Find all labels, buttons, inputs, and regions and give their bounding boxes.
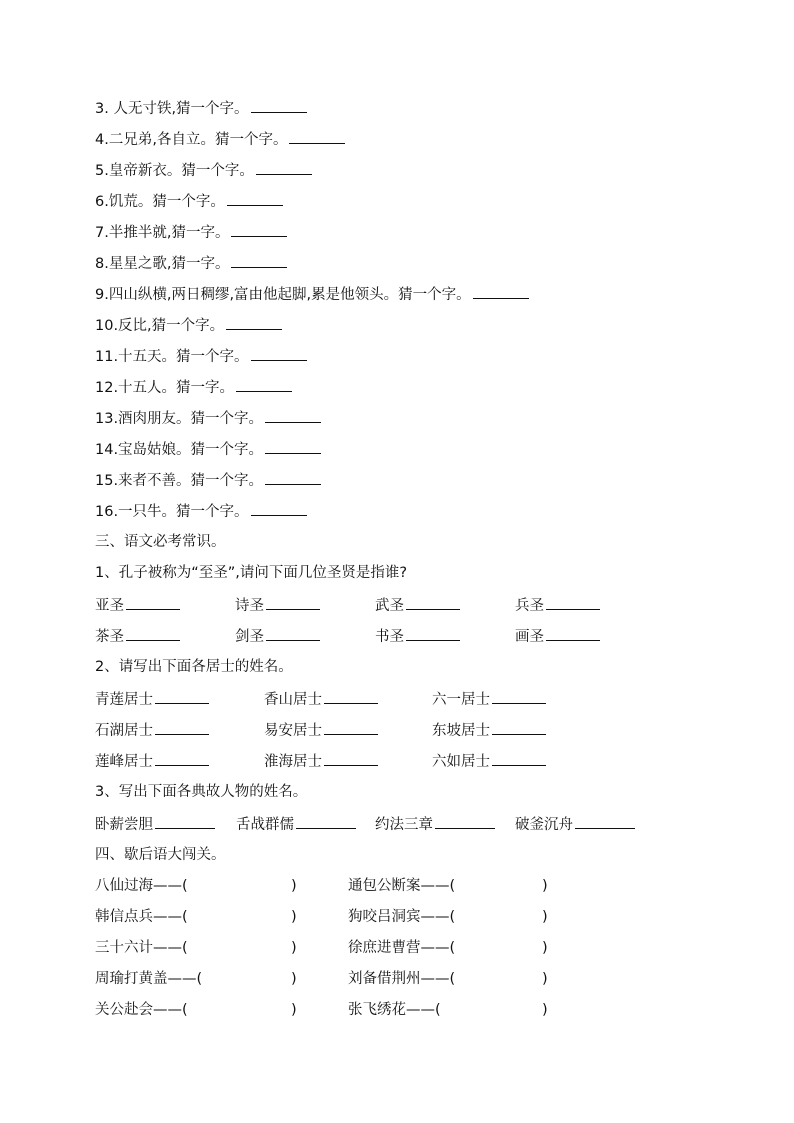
answer-blank[interactable] (406, 595, 460, 610)
fill-item-label: 六如居士 (432, 754, 490, 770)
open-paren: ——( (153, 878, 188, 894)
close-paren: ) (542, 971, 548, 987)
xiehouyu-item (95, 907, 188, 927)
riddle-item (95, 129, 345, 149)
xiehouyu-item (95, 876, 188, 896)
q1-prompt: 1、孔子被称为“至圣”,请问下面几位圣贤是指谁? (95, 565, 408, 581)
fill-item-label: 茶圣 (95, 629, 124, 645)
riddle-item (95, 377, 292, 397)
answer-blank[interactable] (546, 626, 600, 641)
fill-item-label: 画圣 (515, 629, 544, 645)
answer-blank[interactable] (231, 222, 287, 237)
fill-item-label: 东坡居士 (432, 723, 490, 739)
answer-blank[interactable] (435, 814, 495, 829)
close-paren: ) (542, 1002, 548, 1018)
answer-blank[interactable] (324, 751, 378, 766)
fill-item (95, 751, 209, 771)
fill-item-label: 青莲居士 (95, 692, 153, 708)
fill-item (95, 689, 209, 709)
riddle-text: 12.十五人。猜一字。 (95, 380, 235, 396)
fill-item (375, 626, 460, 646)
riddle-item (95, 439, 321, 459)
q2-prompt: 2、请写出下面各居士的姓名。 (95, 659, 293, 675)
riddle-text: 5.皇帝新衣。猜一个字。 (95, 163, 254, 179)
riddle-text: 14.宝岛姑娘。猜一个字。 (95, 442, 264, 458)
close-paren: ) (291, 909, 297, 925)
xiehouyu-item (348, 969, 455, 989)
riddle-item (95, 160, 312, 180)
riddle-item (95, 501, 307, 521)
open-paren: ——( (420, 909, 456, 925)
fill-item (264, 751, 378, 771)
riddle-text: 10.反比,猜一个字。 (95, 318, 225, 334)
xiehouyu-item (95, 1000, 188, 1020)
fill-item (95, 626, 180, 646)
answer-blank[interactable] (231, 253, 287, 268)
xiehouyu-item (348, 1000, 441, 1020)
xiehouyu-text: 徐庶进曹营 (348, 940, 421, 956)
answer-blank[interactable] (256, 160, 312, 175)
open-paren: ——( (406, 1002, 441, 1018)
fill-item (432, 689, 546, 709)
open-paren: ——( (420, 940, 456, 956)
riddle-item (95, 284, 529, 304)
open-paren: ——( (167, 971, 203, 987)
riddle-text: 15.来者不善。猜一个字。 (95, 473, 264, 489)
fill-item-label: 约法三章 (375, 817, 433, 833)
answer-blank[interactable] (155, 689, 209, 704)
fill-item (95, 814, 215, 834)
answer-blank[interactable] (227, 191, 283, 206)
fill-item (236, 814, 356, 834)
answer-blank[interactable] (226, 315, 282, 330)
fill-item-label: 亚圣 (95, 598, 124, 614)
answer-blank[interactable] (406, 626, 460, 641)
riddle-item (95, 253, 287, 273)
fill-item (95, 595, 180, 615)
fill-item (375, 814, 495, 834)
xiehouyu-text: 关公赴会 (95, 1002, 153, 1018)
fill-item-label: 石湖居士 (95, 723, 153, 739)
answer-blank[interactable] (266, 626, 320, 641)
fill-item-label: 诗圣 (235, 598, 264, 614)
fill-item (432, 720, 546, 740)
fill-item (235, 626, 320, 646)
fill-item (432, 751, 546, 771)
riddle-item (95, 408, 321, 428)
answer-blank[interactable] (126, 626, 180, 641)
answer-blank[interactable] (492, 751, 546, 766)
xiehouyu-text: 韩信点兵 (95, 909, 153, 925)
open-paren: ——( (153, 909, 188, 925)
fill-item (515, 595, 600, 615)
q3-prompt: 3、写出下面各典故人物的姓名。 (95, 784, 308, 800)
xiehouyu-text: 三十六计 (95, 940, 153, 956)
close-paren: ) (542, 878, 548, 894)
riddle-text: 4.二兄弟,各自立。猜一个字。 (95, 132, 288, 148)
section3-heading: 三、语文必考常识。 (95, 534, 226, 550)
answer-blank[interactable] (155, 751, 209, 766)
open-paren: ——( (420, 971, 456, 987)
fill-item-label: 卧薪尝胆 (95, 817, 153, 833)
answer-blank[interactable] (289, 129, 345, 144)
riddle-text: 11.十五天。猜一个字。 (95, 349, 249, 365)
fill-item-label: 六一居士 (432, 692, 490, 708)
xiehouyu-item (348, 907, 455, 927)
riddle-text: 9.四山纵横,两日稠缪,富由他起脚,累是他领头。猜一个字。 (95, 287, 471, 303)
riddle-item (95, 315, 282, 335)
answer-blank[interactable] (324, 689, 378, 704)
fill-item-label: 易安居士 (264, 723, 322, 739)
fill-item-label: 香山居士 (264, 692, 322, 708)
xiehouyu-item (95, 938, 188, 958)
fill-item (515, 814, 635, 834)
fill-item-label: 淮海居士 (264, 754, 322, 770)
answer-blank[interactable] (251, 98, 307, 113)
open-paren: ——( (420, 878, 456, 894)
xiehouyu-item (348, 938, 455, 958)
fill-item-label: 兵圣 (515, 598, 544, 614)
xiehouyu-text: 周瑜打黄盖 (95, 971, 168, 987)
fill-item (235, 595, 320, 615)
xiehouyu-text: 张飞绣花 (348, 1002, 406, 1018)
riddle-item (95, 222, 287, 242)
riddle-text: 16.一只牛。猜一个字。 (95, 504, 249, 520)
answer-blank[interactable] (265, 470, 321, 485)
fill-item-label: 舌战群儒 (236, 817, 294, 833)
fill-item (264, 689, 378, 709)
fill-item (375, 595, 460, 615)
fill-item-label: 剑圣 (235, 629, 264, 645)
answer-blank[interactable] (265, 439, 321, 454)
fill-item-label: 莲峰居士 (95, 754, 153, 770)
fill-item-label: 破釜沉舟 (515, 817, 573, 833)
xiehouyu-item (95, 969, 202, 989)
fill-item-label: 武圣 (375, 598, 404, 614)
xiehouyu-text: 八仙过海 (95, 878, 153, 894)
xiehouyu-item (348, 876, 455, 896)
riddle-text: 6.饥荒。猜一个字。 (95, 194, 225, 210)
close-paren: ) (291, 878, 297, 894)
answer-blank[interactable] (324, 720, 378, 735)
open-paren: ——( (153, 940, 188, 956)
answer-blank[interactable] (251, 501, 307, 516)
answer-blank[interactable] (236, 377, 292, 392)
riddle-text: 3. 人无寸铁,猜一个字。 (95, 101, 249, 117)
answer-blank[interactable] (546, 595, 600, 610)
riddle-item (95, 98, 307, 118)
riddle-item (95, 191, 283, 211)
answer-blank[interactable] (492, 689, 546, 704)
close-paren: ) (291, 1002, 297, 1018)
close-paren: ) (291, 971, 297, 987)
riddle-item (95, 470, 321, 490)
riddle-item (95, 346, 307, 366)
fill-item (264, 720, 378, 740)
answer-blank[interactable] (265, 408, 321, 423)
answer-blank[interactable] (492, 720, 546, 735)
answer-blank[interactable] (155, 814, 215, 829)
answer-blank[interactable] (473, 284, 529, 299)
xiehouyu-text: 狗咬吕洞宾 (348, 909, 421, 925)
riddle-text: 7.半推半就,猜一字。 (95, 225, 230, 241)
fill-item (515, 626, 600, 646)
close-paren: ) (542, 909, 548, 925)
answer-blank[interactable] (575, 814, 635, 829)
fill-item-label: 书圣 (375, 629, 404, 645)
open-paren: ——( (153, 1002, 188, 1018)
fill-item (95, 720, 209, 740)
section4-heading: 四、歇后语大闯关。 (95, 847, 226, 863)
riddle-text: 13.酒肉朋友。猜一个字。 (95, 411, 264, 427)
xiehouyu-text: 刘备借荆州 (348, 971, 421, 987)
answer-blank[interactable] (296, 814, 356, 829)
close-paren: ) (291, 940, 297, 956)
answer-blank[interactable] (126, 595, 180, 610)
riddle-text: 8.星星之歌,猜一字。 (95, 256, 230, 272)
answer-blank[interactable] (155, 720, 209, 735)
answer-blank[interactable] (251, 346, 307, 361)
answer-blank[interactable] (266, 595, 320, 610)
close-paren: ) (542, 940, 548, 956)
xiehouyu-text: 通包公断案 (348, 878, 421, 894)
